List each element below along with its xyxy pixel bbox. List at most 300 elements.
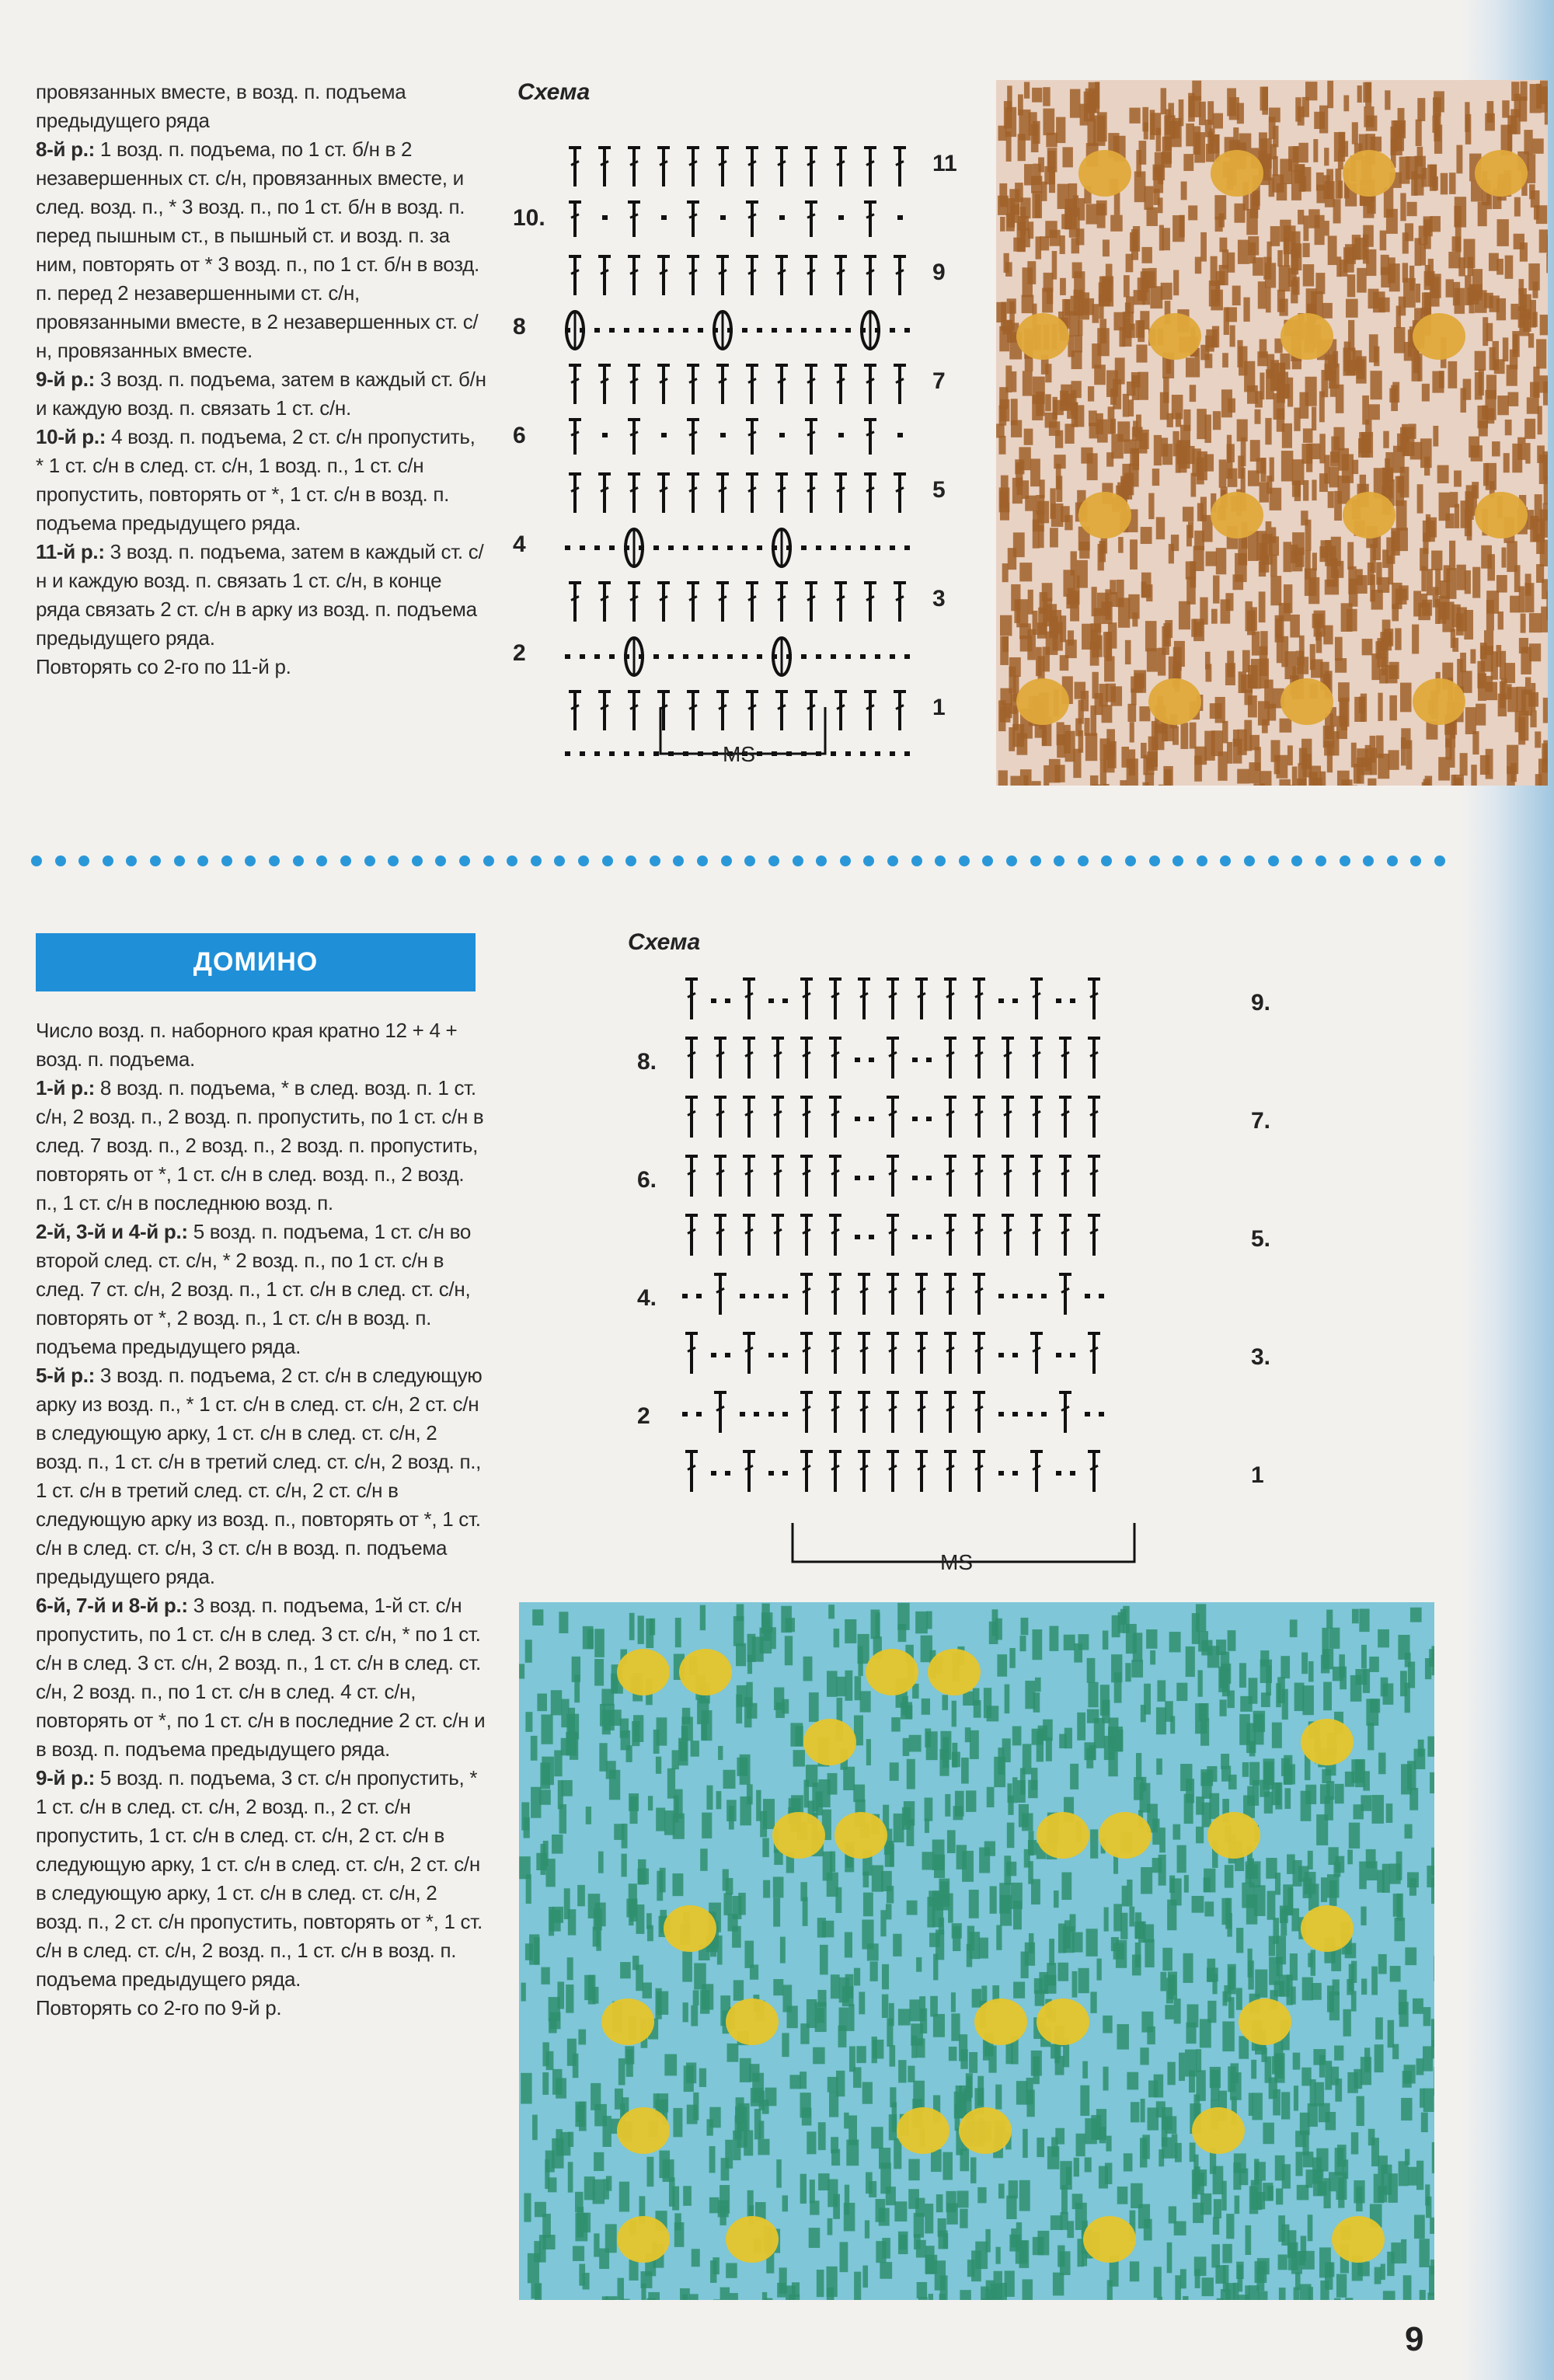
chain-dot [1012,1353,1018,1357]
dc-stitch [1030,979,1043,1019]
dc-stitch [894,583,906,622]
chain-dot [639,751,644,756]
chain-dot [801,545,807,550]
dc-stitch [915,1274,928,1315]
chain-dot [875,545,880,550]
chain-dot [725,998,730,1003]
chain-dot [653,654,659,659]
top-pattern-photo [996,80,1548,786]
chain-dot [768,1353,774,1357]
dc-stitch [569,474,581,513]
row-label: 8-й р.: [36,138,95,161]
chain-dot [1056,998,1061,1003]
chain-dot [1012,1412,1018,1417]
chain-dot [831,751,836,756]
dc-stitch [887,979,899,1019]
dc-stitch [805,692,817,730]
dc-stitch [685,1097,698,1138]
dc-stitch [598,692,611,730]
chain-dot [1085,1412,1090,1417]
chain-dot [897,215,903,220]
divider-dot [483,855,494,866]
row-number: 1 [932,695,946,720]
chain-dot [594,545,600,550]
dc-stitch [775,365,788,404]
domino-scheme-title: Схема [628,929,701,955]
chain-dot [711,998,716,1003]
dc-stitch [569,692,581,730]
chain-dot [594,751,600,756]
chain-dot [602,215,608,220]
chain-dot [742,328,747,333]
dc-stitch [1030,1333,1043,1374]
dc-stitch [864,583,876,622]
chain-dot [998,1471,1004,1476]
row-label: 9-й р.: [36,368,95,391]
dc-stitch [743,1156,755,1197]
dc-stitch [628,474,640,513]
chain-dot [727,654,733,659]
dc-stitch [743,1451,755,1492]
chain-dot [565,751,570,756]
row-number: 9. [1251,990,1271,1016]
dc-stitch [775,474,788,513]
divider-dot [1172,855,1183,866]
row-number: 7. [1251,1108,1271,1134]
dc-stitch [716,365,729,404]
dc-stitch [746,583,758,622]
instruction-text: 3 возд. п. подъема, затем в каждый ст. с/н и каждую возд. п. связать 1 ст. с/н, в конце ряда связать 2 ст. с/н в арку из возд. п. подъема предыдущего ряда. [36,540,484,650]
chain-dot [801,654,807,659]
dc-stitch [805,256,817,295]
dc-stitch [1002,1038,1014,1078]
chain-dot [845,654,851,659]
dc-stitch [716,692,729,730]
dc-stitch [1088,1215,1100,1256]
chain-dot [682,1294,688,1298]
divider-dot [1220,855,1231,866]
chain-dot [1041,1412,1047,1417]
chain-dot [831,545,836,550]
dc-stitch [775,256,788,295]
instruction-paragraph [36,1074,486,1218]
dc-stitch [772,1156,784,1197]
chain-dot [740,1412,745,1417]
instruction-text: 8 возд. п. подъема, * в след. возд. п. 1 ст. с/н, 2 возд. п., 2 возд. п. пропустить, по 1 ст. с/н в след. 7 возд. п., 2 возд. п., 2 возд. п. пропустить, повторять от *, 1 ст. с/н в след. возд. п., 2 возд. п., 1 ст. с/н в последнюю возд. п. [36,1076,484,1214]
divider-dot [863,855,874,866]
divider-dot [1340,855,1350,866]
divider-dot [174,855,185,866]
divider-dot [1410,855,1421,866]
chain-dot [580,751,585,756]
domino-instructions [36,1016,486,2023]
divider-dot [887,855,898,866]
divider-dot [1291,855,1302,866]
dc-stitch [805,583,817,622]
chain-dot [624,328,629,333]
dc-stitch [944,1274,956,1315]
chain-dot [624,751,629,756]
chain-dot [912,1176,918,1180]
chain-dot [757,328,762,333]
instruction-paragraph [36,1361,486,1591]
dc-stitch [598,365,611,404]
dc-stitch [829,979,841,1019]
chain-dot [661,215,667,220]
chain-dot [1070,1471,1075,1476]
dc-stitch [858,979,870,1019]
dc-stitch [657,365,670,404]
chain-dot [782,1471,788,1476]
instruction-text: 4 возд. п. подъема, 2 ст. с/н пропустить, * 1 ст. с/н в след. ст. с/н, 1 возд. п., 1 ст. с/н пропустить, повторять от *, 1 ст. с/н в возд. п. подъема предыдущего ряда. [36,425,476,535]
dc-stitch [1002,1156,1014,1197]
row-number: 6 [513,423,526,448]
chain-dot [998,1294,1004,1298]
chain-dot [698,328,703,333]
dc-stitch [887,1215,899,1256]
chain-dot [904,545,910,550]
row-label: 10-й р.: [36,425,106,448]
divider-dot [554,855,565,866]
divider-dot [578,855,589,866]
repeat-label: MS [940,1550,973,1574]
row-label: 5-й р.: [36,1364,95,1387]
dc-stitch [944,1038,956,1078]
dc-stitch [569,365,581,404]
domino-title-banner: ДОМИНО [36,933,476,991]
chain-dot [1012,998,1018,1003]
chain-dot [768,1471,774,1476]
dc-stitch [805,420,817,455]
chain-dot [754,1294,759,1298]
dc-stitch [1088,1038,1100,1078]
divider-dot [150,855,161,866]
dc-stitch [858,1274,870,1315]
chain-dot [565,654,570,659]
chain-dot [740,1294,745,1298]
dc-stitch [687,365,699,404]
dc-stitch [829,1156,841,1197]
divider-dot [126,855,137,866]
dc-stitch [973,1038,985,1078]
chain-dot [725,1471,730,1476]
instruction-paragraph [36,1218,486,1361]
dc-stitch [887,1038,899,1078]
divider-dot [103,855,113,866]
dc-stitch [657,583,670,622]
chain-dot [696,1412,702,1417]
dc-stitch [800,1215,813,1256]
dc-stitch [829,1215,841,1256]
chain-dot [816,328,821,333]
repeat-label: MS [723,742,755,766]
dc-stitch [944,1392,956,1433]
chain-dot [594,654,600,659]
divider-dot [1030,855,1041,866]
row-label: 6-й, 7-й и 8-й р.: [36,1594,188,1617]
chain-dot [594,328,600,333]
chain-dot [768,998,774,1003]
divider-dot [816,855,827,866]
row-number: 10. [513,205,545,231]
dc-stitch [598,474,611,513]
chain-dot [890,654,895,659]
dc-stitch [834,148,847,186]
dc-stitch [569,256,581,295]
chain-dot [565,545,570,550]
dc-stitch [973,1156,985,1197]
divider-dot [388,855,399,866]
instruction-paragraph [36,365,486,423]
dc-stitch [973,1215,985,1256]
divider-dot [1387,855,1398,866]
chain-dot [720,433,726,437]
row-number: 11 [932,151,957,176]
dc-stitch [834,256,847,295]
chain-dot [609,654,615,659]
dc-stitch [834,365,847,404]
instruction-paragraph [36,1764,486,1994]
dc-stitch [944,1097,956,1138]
chain-dot [742,545,747,550]
divider-dot [673,855,684,866]
instruction-text: 3 возд. п. подъема, затем в каждый ст. б/н и каждую возд. п. связать 1 ст. с/н. [36,368,486,420]
dc-stitch [746,202,758,237]
dc-stitch [800,1274,813,1315]
instruction-paragraph [36,538,486,653]
divider-dot [650,855,660,866]
dc-stitch [894,692,906,730]
dc-stitch [746,692,758,730]
chain-dot [668,545,674,550]
chain-dot [1027,1294,1033,1298]
dc-stitch [1002,1215,1014,1256]
chain-dot [720,215,726,220]
dc-stitch [775,583,788,622]
chain-dot [845,328,851,333]
dc-stitch [687,474,699,513]
dc-stitch [628,420,640,455]
dc-stitch [628,583,640,622]
divider-dot [959,855,970,866]
dc-stitch [716,148,729,186]
chain-dot [855,1235,860,1239]
dc-stitch [743,1333,755,1374]
chain-dot [890,545,895,550]
divider-dot [316,855,327,866]
dc-stitch [687,420,699,455]
dc-stitch [714,1156,726,1197]
chain-dot [860,751,866,756]
chain-dot [757,654,762,659]
dc-stitch [628,256,640,295]
dc-stitch [864,256,876,295]
chain-dot [801,328,807,333]
dc-stitch [944,1215,956,1256]
chain-dot [860,654,866,659]
dc-stitch [973,1274,985,1315]
chain-dot [1027,1412,1033,1417]
dc-stitch [685,1333,698,1374]
instruction-paragraph [36,653,486,681]
dc-stitch [1030,1215,1043,1256]
divider-dot [531,855,542,866]
row-number: 4. [637,1285,657,1311]
chain-dot [869,1176,874,1180]
instruction-text: 5 возд. п. подъема, 1 ст. с/н во второй след. ст. с/н, * 2 возд. п., по 1 ст. с/н в след. 7 ст. с/н, 2 возд. п., 1 ст. с/н в след. ст. с/н, повторять от *, 2 возд. п., 1 ст. с/н в возд. п. подъема предыдущего ряда. [36,1220,471,1358]
divider-dot [744,855,755,866]
section-divider [31,853,1445,869]
divider-dot [982,855,993,866]
dc-stitch [864,692,876,730]
instruction-paragraph [36,1016,486,1074]
chain-dot [661,433,667,437]
divider-dot [459,855,470,866]
chain-dot [816,654,821,659]
chain-dot [779,433,785,437]
dc-stitch [772,1097,784,1138]
instruction-paragraph [36,423,486,538]
divider-dot [1434,855,1445,866]
chain-dot [1085,1294,1090,1298]
chain-dot [754,1412,759,1417]
dc-stitch [864,420,876,455]
chain-dot [782,1353,788,1357]
dc-stitch [805,202,817,237]
domino-pattern-photo [519,1602,1434,2300]
chain-dot [869,1117,874,1121]
dc-stitch [743,1038,755,1078]
chain-dot [998,998,1004,1003]
chain-dot [869,1235,874,1239]
divider-dot [1078,855,1089,866]
chain-dot [711,1471,716,1476]
chain-dot [782,1412,788,1417]
dc-stitch [746,148,758,186]
row-number: 5 [932,477,946,503]
chain-dot [696,1294,702,1298]
chain-dot [609,545,615,550]
dc-stitch [1088,1156,1100,1197]
dc-stitch [743,1097,755,1138]
dc-stitch [894,256,906,295]
dc-stitch [772,1215,784,1256]
dc-stitch [775,148,788,186]
divider-dot [1054,855,1064,866]
divider-dot [1125,855,1136,866]
dc-stitch [716,474,729,513]
divider-dot [55,855,66,866]
chain-dot [998,1412,1004,1417]
instruction-text: 3 возд. п. подъема, 2 ст. с/н в следующую арку из возд. п., * 1 ст. с/н в след. ст. с/н, 2 ст. с/н в следующую арку, 1 ст. с/н в след. ст. с/н, 2 возд. п., 1 ст. с/н в третий след. ст. с/н, 2 возд. п., 1 ст. с/н в третий след. ст. с/н, 2 ст. с/н в следующую арку из возд. п., повторять от *, 1 ст. с/н в след. ст. с/н, 3 ст. с/н в возд. п. подъема предыдущего ряда. [36,1364,483,1588]
dc-stitch [800,1392,813,1433]
divider-dot [1244,855,1255,866]
dc-stitch [973,979,985,1019]
dc-stitch [800,1097,813,1138]
divider-dot [197,855,208,866]
chain-dot [890,751,895,756]
dc-stitch [1030,1038,1043,1078]
dc-stitch [894,474,906,513]
dc-stitch [944,1333,956,1374]
dc-stitch [657,474,670,513]
chain-dot [838,433,844,437]
chain-dot [713,545,718,550]
row-number: 2 [637,1403,650,1429]
dc-stitch [864,202,876,237]
divider-dot [1268,855,1279,866]
divider-dot [435,855,446,866]
row-label: 11-й р.: [36,540,105,563]
chain-dot [602,433,608,437]
dc-stitch [628,365,640,404]
dc-stitch [829,1392,841,1433]
dc-stitch [915,1392,928,1433]
page-number: 9 [1405,2320,1424,2358]
row-number: 8. [637,1049,657,1075]
dc-stitch [894,365,906,404]
chain-dot [1012,1294,1018,1298]
dc-stitch [628,202,640,237]
divider-dot [1101,855,1112,866]
dc-stitch [973,1333,985,1374]
chain-dot [875,751,880,756]
dc-stitch [1088,979,1100,1019]
chain-dot [725,1353,730,1357]
chain-dot [711,1353,716,1357]
instruction-text: 3 возд. п. подъема, 1-й ст. с/н пропустить, по 1 ст. с/н в след. 3 ст. с/н, * по 1 ст. с/н в след. 3 ст. с/н, 2 возд. п., 1 ст. с/н в след. ст. с/н, 2 возд. п., по 1 ст. с/н в след. 4 ст. с/н, повторять от *, по 1 ст. с/н в последние 2 ст. с/н и в возд. п. подъема предыдущего ряда. [36,1594,486,1761]
chain-dot [1099,1412,1104,1417]
dc-stitch [1059,1392,1071,1433]
divider-dot [625,855,636,866]
divider-dot [1149,855,1160,866]
dc-stitch [800,979,813,1019]
dc-stitch [714,1097,726,1138]
dc-stitch [858,1451,870,1492]
dc-stitch [746,256,758,295]
chain-dot [683,328,688,333]
row-number: 8 [513,314,526,340]
chain-dot [869,1058,874,1062]
divider-dot [840,855,851,866]
chain-dot [682,1412,688,1417]
row-label: 9-й р.: [36,1766,95,1789]
row-number: 4 [513,531,526,557]
dc-stitch [858,1333,870,1374]
chain-dot [926,1176,932,1180]
dc-stitch [1059,1038,1071,1078]
row-number: 7 [932,368,946,394]
divider-dot [697,855,708,866]
chain-dot [816,545,821,550]
dc-stitch [598,256,611,295]
divider-dot [793,855,803,866]
dc-stitch [743,979,755,1019]
chain-dot [639,328,644,333]
dc-stitch [657,148,670,186]
chain-dot [904,751,910,756]
dc-stitch [829,1038,841,1078]
chain-dot [713,654,718,659]
top-pattern-instructions [36,78,486,681]
dc-stitch [746,420,758,455]
chain-dot [653,751,659,756]
dc-stitch [829,1333,841,1374]
dc-stitch [1059,1274,1071,1315]
chain-dot [768,1412,774,1417]
dc-stitch [685,1451,698,1492]
dc-stitch [685,1156,698,1197]
